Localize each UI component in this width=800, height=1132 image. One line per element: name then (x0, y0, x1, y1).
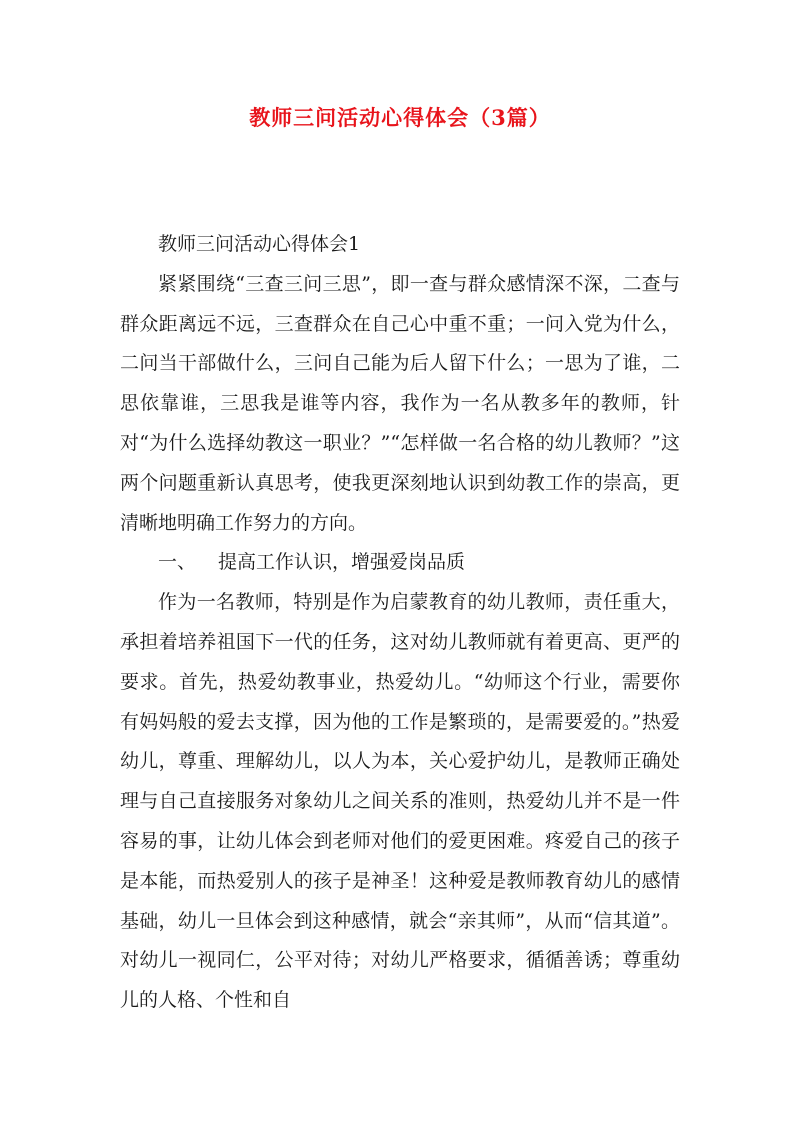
paragraph-section-1: 作为一名教师，特别是作为启蒙教育的幼儿教师，责任重大，承担着培养祖国下一代的任务，这对幼儿教师就有着更高、更严的要求。首先，热爱幼教事业，热爱幼儿。“幼师这个行业，需要你有妈妈般的爱去支撑，因为他的工作是繁琐的，是需要爱的。”热爱幼儿，尊重、理解幼儿，以人为本，关心爱护幼儿，是教师正确处理与自己直接服务对象幼儿之间关系的准则，热爱幼儿并不是一件容易的事，让幼儿体会到老师对他们的爱更困难。疼爱自己的孩子是本能，而热爱别人的孩子是神圣！这种爱是教师教育幼儿的感情基础，幼儿一旦体会到这种感情，就会“亲其师”，从而“信其道”。 对幼儿一视同仁，公平对待；对幼儿严格要求，循循善诱；尊重幼儿的人格、个性和自 (120, 591, 680, 1012)
section-heading (120, 543, 680, 583)
document-body (120, 225, 680, 1021)
subtitle: 教师三问活动心得体会1 (158, 233, 361, 255)
document-title: 教师三问活动心得体会（3篇） (249, 105, 551, 130)
paragraph-intro: 紧紧围绕“三查三问三思”，即一查与群众感情深不深，二查与群众距离远不远，三查群众在自己心中重不重；一问入党为什么，二问当干部做什么，三问自己能为后人留下什么；一思为了谁，二思依靠谁，三思我是谁等内容，我作为一名从教多年的教师，针对“为什么选择幼教这一职业？”“怎样做一名合格的幼儿教师？”这两个问题重新认真思考，使我更深刻地认识到幼教工作的崇高，更清晰地明确工作努力的方向。 (120, 272, 680, 534)
section-number: 一、 (158, 551, 197, 574)
section-heading-text: 提高工作认识，增强爱岗品质 (218, 551, 466, 574)
